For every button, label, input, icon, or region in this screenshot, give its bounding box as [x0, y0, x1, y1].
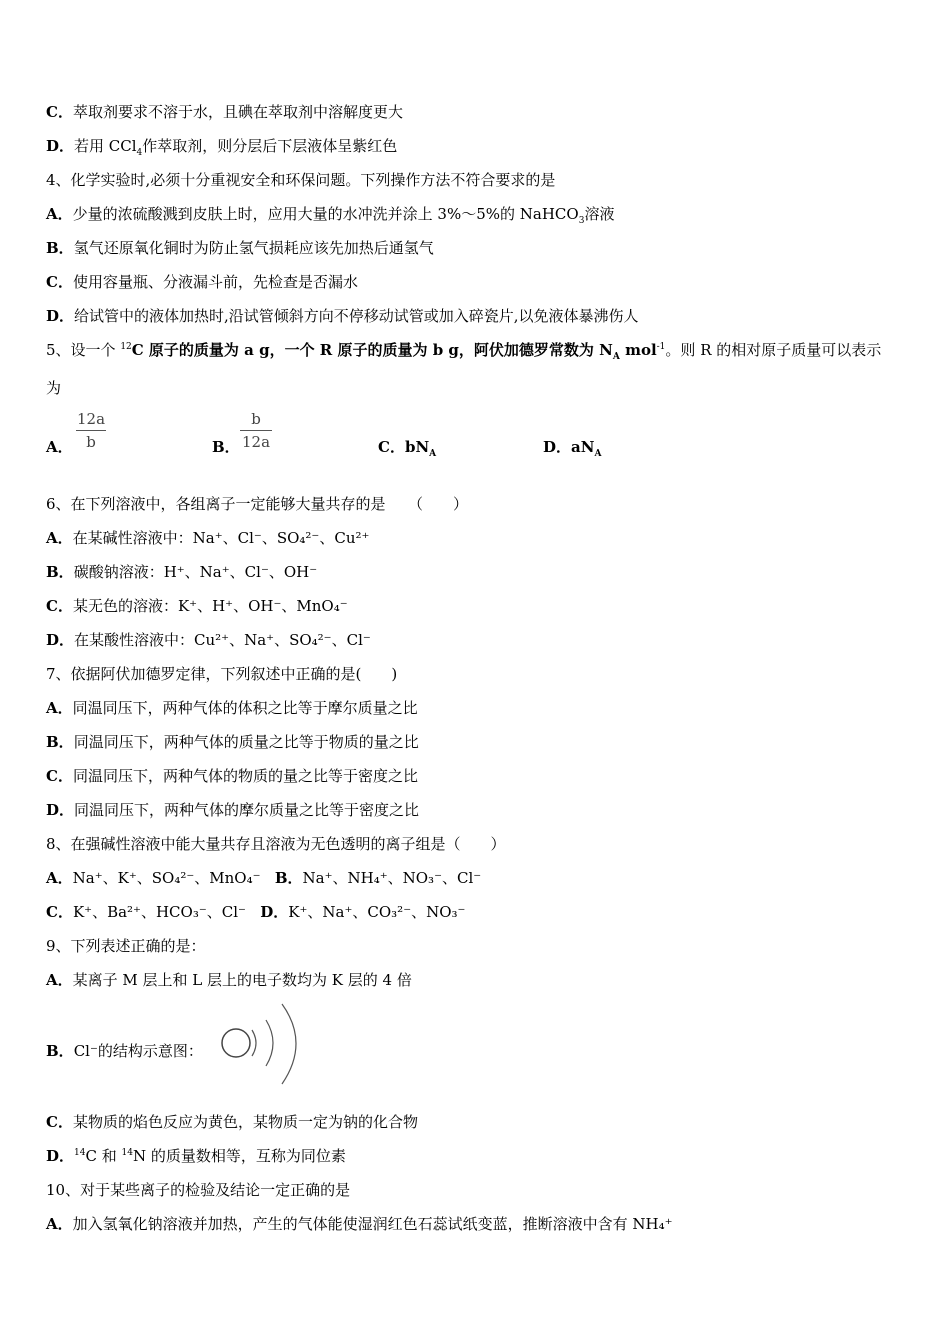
q5-option-a-label: A． — [46, 438, 73, 456]
q4-option-d — [46, 306, 639, 326]
question-8-stem: 8、在强碱性溶液中能大量共存且溶液为无色透明的离子组是（ ） — [46, 835, 506, 853]
q4-option-b — [46, 238, 434, 258]
option-label: D． — [46, 631, 75, 649]
option-text-2: N 的质量数相等，互称为同位素 — [132, 1147, 346, 1165]
subscript: A — [612, 352, 620, 362]
q6-option-c — [46, 596, 348, 616]
question-10-stem: 10、对于某些离子的检验及结论一定正确的是 — [46, 1181, 351, 1199]
option-text: bN — [404, 438, 430, 456]
option-label: B． — [46, 239, 74, 257]
option-label: B． — [46, 563, 74, 581]
q9-option-c — [46, 1112, 418, 1132]
option-label: D． — [46, 1147, 75, 1165]
option-label: D． — [260, 903, 289, 921]
option-label: C． — [46, 767, 73, 785]
q6-option-b — [46, 562, 317, 582]
option-text: K⁺、Na⁺、CO₃²⁻、NO₃⁻ — [288, 903, 466, 921]
option-text: 同温同压下，两种气体的物质的量之比等于密度之比 — [72, 767, 418, 785]
option-text: 某无色的溶液：K⁺、H⁺、OH⁻、MnO₄⁻ — [72, 597, 348, 615]
option-d-line — [46, 136, 397, 156]
option-text: 在某碱性溶液中：Na⁺、Cl⁻、SO₄²⁻、Cu²⁺ — [72, 529, 370, 547]
option-label: C． — [46, 1113, 73, 1131]
option-text: 同温同压下，两种气体的质量之比等于物质的量之比 — [73, 733, 419, 751]
q5-option-d — [543, 437, 601, 457]
q10-option-a — [46, 1214, 673, 1234]
fraction-bar — [76, 430, 106, 431]
option-label: C． — [378, 438, 405, 456]
option-label: C． — [46, 273, 73, 291]
option-text: aN — [571, 438, 595, 456]
q4-option-a — [46, 204, 614, 224]
q7-option-d — [46, 800, 419, 820]
superscript: 14 — [74, 1148, 86, 1158]
subscript: 4 — [136, 148, 143, 158]
question-5-continuation: 为 — [46, 379, 62, 397]
q5-text-2: C 原子的质量为 a g，一个 R 原子的质量为 b g，阿伏加德罗常数为 N — [131, 341, 613, 359]
option-text: 某物质的焰色反应为黄色，某物质一定为钠的化合物 — [72, 1113, 418, 1131]
q9-option-a — [46, 970, 412, 990]
option-text: K⁺、Ba²⁺、HCO₃⁻、Cl⁻ — [72, 903, 246, 921]
superscript: 12 — [120, 342, 132, 352]
q9-option-b — [46, 1041, 203, 1061]
option-text: Na⁺、K⁺、SO₄²⁻、MnO₄⁻ — [72, 869, 261, 887]
option-text-pre: 少量的浓硫酸溅到皮肤上时，应用大量的水冲洗并涂上 3%～5%的 NaHCO — [72, 205, 579, 223]
option-label: B． — [46, 1042, 74, 1060]
q5-text-1: 5、设一个 — [46, 341, 121, 359]
option-text: 给试管中的液体加热时,沿试管倾斜方向不停移动试管或加入碎瓷片,以免液体暴沸伤人 — [74, 307, 639, 325]
fraction-numerator: 12a — [76, 410, 106, 428]
electron-shell-1 — [252, 1030, 256, 1056]
option-c-line — [46, 102, 403, 122]
electron-shell-3 — [282, 1004, 296, 1084]
q4-option-c — [46, 272, 358, 292]
fraction-denominator: b — [86, 433, 96, 451]
q8-options-cd — [46, 902, 465, 922]
option-text: 使用容量瓶、分液漏斗前，先检查是否漏水 — [72, 273, 358, 291]
option-text: 同温同压下，两种气体的体积之比等于摩尔质量之比 — [72, 699, 418, 717]
q5-option-a-fraction — [76, 410, 106, 451]
q5-text-3: mol — [619, 341, 657, 359]
option-text-1: C 和 — [85, 1147, 122, 1165]
electron-shell-2 — [266, 1020, 273, 1066]
option-label: A． — [46, 529, 73, 547]
q5-option-b-fraction — [240, 410, 272, 451]
option-text: 某离子 M 层上和 L 层上的电子数均为 K 层的 4 倍 — [72, 971, 412, 989]
option-label: B． — [46, 733, 74, 751]
option-text-pre: 若用 CCl — [74, 137, 137, 155]
option-text: Na⁺、NH₄⁺、NO₃⁻、Cl⁻ — [302, 869, 482, 887]
option-text-post: 作萃取剂，则分层后下层液体呈紫红色 — [142, 137, 398, 155]
superscript: 14 — [121, 1148, 133, 1158]
q6-option-a — [46, 528, 369, 548]
q9-option-d — [46, 1146, 346, 1166]
fraction-bar — [240, 430, 272, 431]
q7-option-a — [46, 698, 418, 718]
option-label: C． — [46, 103, 73, 121]
question-9-stem: 9、下列表述正确的是： — [46, 937, 206, 955]
question-5-stem — [46, 340, 881, 360]
option-text: 萃取剂要求不溶于水，且碘在萃取剂中溶解度更大 — [72, 103, 403, 121]
option-label: B． — [274, 869, 303, 887]
subscript: A — [429, 449, 437, 459]
q6-option-d — [46, 630, 371, 650]
superscript: -1 — [656, 342, 666, 352]
option-label: D． — [46, 801, 75, 819]
q5-text-4: 。则 R 的相对原子质量可以表示 — [665, 341, 882, 359]
q8-options-ab — [46, 868, 481, 888]
option-text: 同温同压下，两种气体的摩尔质量之比等于密度之比 — [74, 801, 420, 819]
nucleus-circle — [222, 1029, 250, 1057]
question-7-stem: 7、依据阿伏加德罗定律，下列叙述中正确的是( ) — [46, 665, 398, 683]
subscript: A — [594, 449, 602, 459]
option-label: A． — [46, 869, 73, 887]
option-label: A． — [46, 1215, 73, 1233]
subscript: 3 — [578, 216, 585, 226]
option-label: A． — [46, 971, 73, 989]
q7-option-b — [46, 732, 419, 752]
option-text: 在某酸性溶液中：Cu²⁺、Na⁺、SO₄²⁻、Cl⁻ — [74, 631, 371, 649]
question-4-stem: 4、化学实验时,必须十分重视安全和环保问题。下列操作方法不符合要求的是 — [46, 171, 556, 189]
option-label: C． — [46, 597, 73, 615]
option-text: 碳酸钠溶液：H⁺、Na⁺、Cl⁻、OH⁻ — [73, 563, 318, 581]
option-text: 氢气还原氧化铜时为防止氢气损耗应该先加热后通氢气 — [73, 239, 434, 257]
q5-option-b-label: B． — [212, 438, 240, 456]
fraction-denominator: 12a — [241, 433, 271, 451]
question-6-stem: 6、在下列溶液中，各组离子一定能够大量共存的是 （ ） — [46, 495, 469, 513]
option-label: C． — [46, 903, 73, 921]
q5-option-c — [378, 437, 436, 457]
option-label: D． — [543, 438, 572, 456]
q7-option-c — [46, 766, 418, 786]
option-text-post: 溶液 — [584, 205, 615, 223]
fraction-numerator: b — [251, 410, 261, 428]
option-label: A． — [46, 699, 73, 717]
option-text: Cl⁻的结构示意图： — [73, 1042, 203, 1060]
chlorine-ion-structure-diagram — [218, 1000, 318, 1092]
option-label: D． — [46, 307, 75, 325]
option-label: D． — [46, 137, 75, 155]
option-label: A． — [46, 205, 73, 223]
option-text: 加入氢氧化钠溶液并加热，产生的气体能使湿润红色石蕊试纸变蓝，推断溶液中含有 NH₄⁺ — [72, 1215, 673, 1233]
